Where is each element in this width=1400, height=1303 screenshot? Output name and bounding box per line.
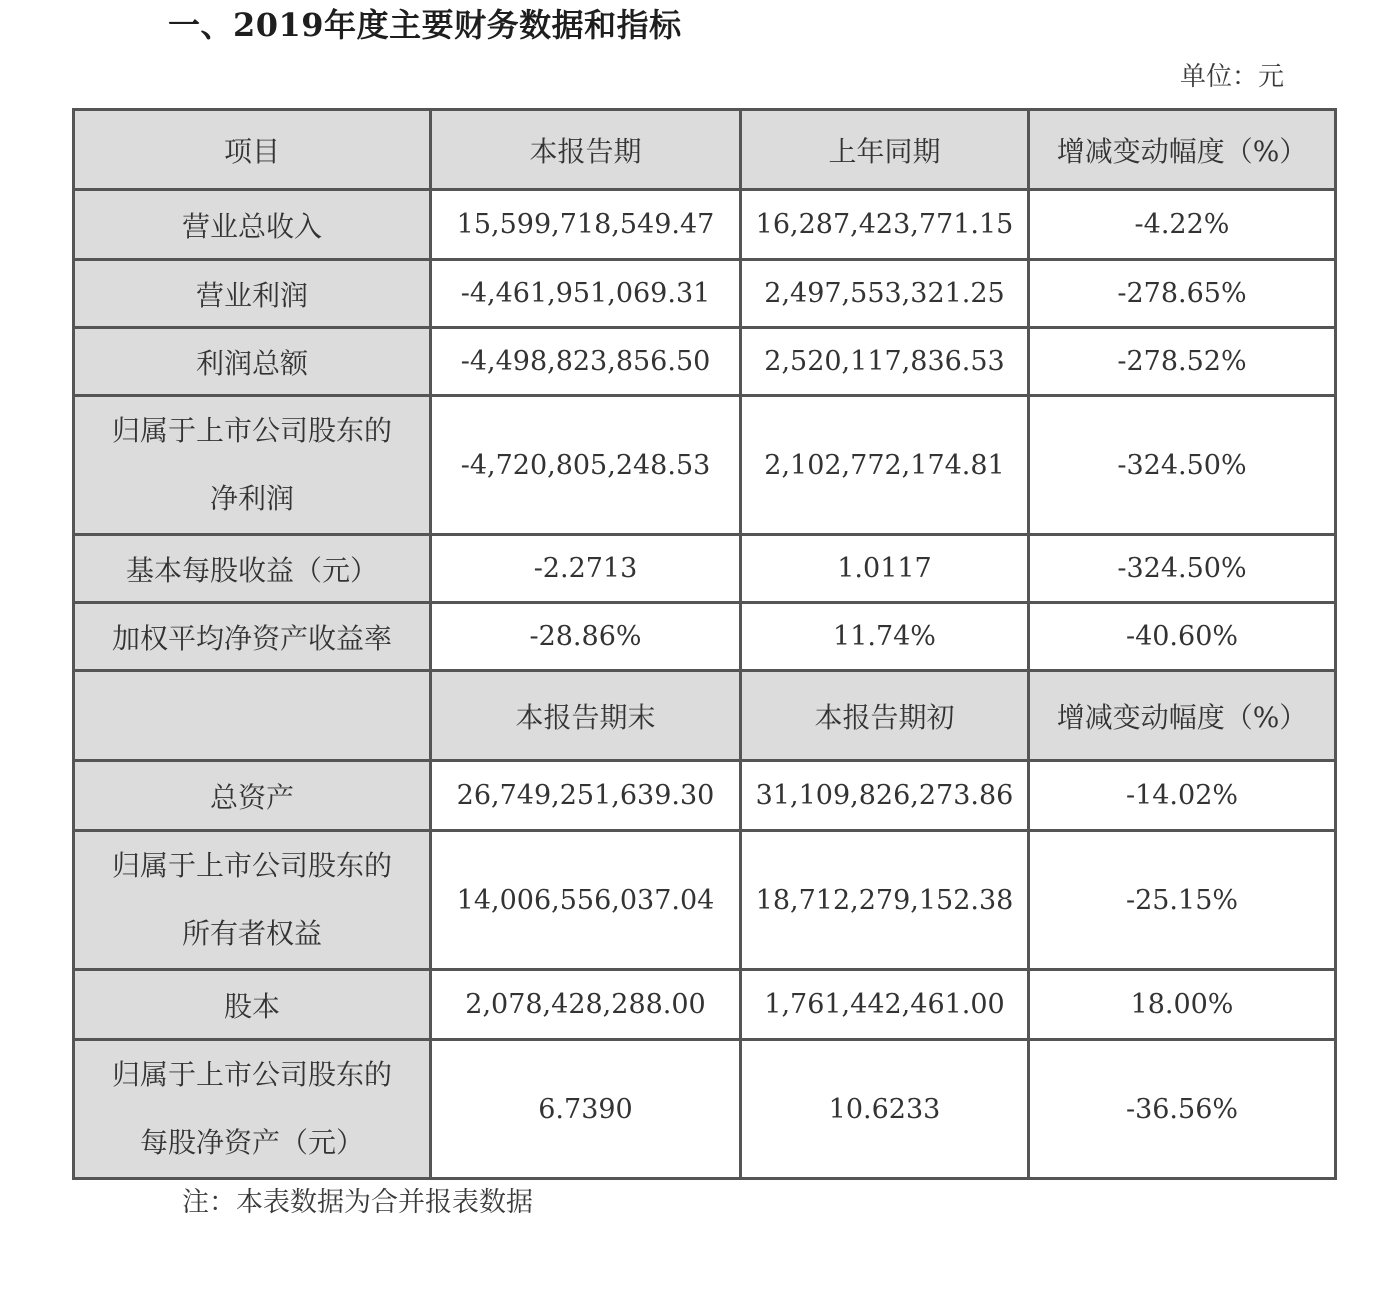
change-value: -324.50%	[1029, 396, 1336, 535]
row-label-line: 归属于上市公司股东的	[111, 414, 392, 447]
header-cell: 本报告期	[431, 110, 741, 190]
table-row	[74, 328, 1336, 396]
change-value: -324.50%	[1029, 535, 1336, 603]
row-label-line: 每股净资产（元）	[139, 1126, 364, 1159]
table-row	[74, 260, 1336, 328]
current-value: -2.2713	[431, 535, 741, 603]
table-row	[74, 970, 1336, 1040]
prior-value: 2,102,772,174.81	[741, 396, 1029, 535]
table-row	[74, 396, 1336, 535]
row-label: 股本	[74, 970, 431, 1040]
header-cell: 项目	[74, 110, 431, 190]
prior-value: 2,520,117,836.53	[741, 328, 1029, 396]
page-title: 一、2019年度主要财务数据和指标	[168, 6, 682, 44]
row-label-line: 归属于上市公司股东的	[111, 849, 392, 882]
current-value: 14,006,556,037.04	[431, 831, 741, 970]
current-value: -4,498,823,856.50	[431, 328, 741, 396]
row-label-line: 净利润	[209, 482, 294, 515]
unit-label: 单位：元	[1180, 62, 1285, 92]
current-value: -4,461,951,069.31	[431, 260, 741, 328]
change-value: -278.65%	[1029, 260, 1336, 328]
table-row	[74, 603, 1336, 671]
header-cell: 本报告期末	[431, 671, 741, 761]
header-cell: 本报告期初	[741, 671, 1029, 761]
row-label: 总资产	[74, 761, 431, 831]
row-label-line: 归属于上市公司股东的	[111, 1058, 392, 1091]
change-value: -4.22%	[1029, 190, 1336, 260]
change-value: -25.15%	[1029, 831, 1336, 970]
header-cell: 增减变动幅度（%）	[1029, 110, 1336, 190]
table-header-row	[74, 671, 1336, 761]
row-label	[74, 831, 431, 970]
row-label	[74, 1040, 431, 1179]
row-label-line: 所有者权益	[181, 917, 322, 950]
current-value: 2,078,428,288.00	[431, 970, 741, 1040]
current-value: 6.7390	[431, 1040, 741, 1179]
prior-value: 1,761,442,461.00	[741, 970, 1029, 1040]
change-value: -278.52%	[1029, 328, 1336, 396]
prior-value: 11.74%	[741, 603, 1029, 671]
table-row	[74, 1040, 1336, 1179]
change-value: -36.56%	[1029, 1040, 1336, 1179]
header-cell: 上年同期	[741, 110, 1029, 190]
table-row	[74, 831, 1336, 970]
table-row	[74, 535, 1336, 603]
table-note: 注：本表数据为合并报表数据	[182, 1187, 533, 1218]
row-label: 利润总额	[74, 328, 431, 396]
prior-value: 16,287,423,771.15	[741, 190, 1029, 260]
header-cell: 增减变动幅度（%）	[1029, 671, 1336, 761]
table-header-row	[74, 110, 1336, 190]
table-row	[74, 190, 1336, 260]
current-value: -28.86%	[431, 603, 741, 671]
prior-value: 2,497,553,321.25	[741, 260, 1029, 328]
header-cell	[74, 671, 431, 761]
table-row	[74, 761, 1336, 831]
prior-value: 1.0117	[741, 535, 1029, 603]
prior-value: 18,712,279,152.38	[741, 831, 1029, 970]
current-value: 26,749,251,639.30	[431, 761, 741, 831]
change-value: -14.02%	[1029, 761, 1336, 831]
row-label: 基本每股收益（元）	[74, 535, 431, 603]
current-value: 15,599,718,549.47	[431, 190, 741, 260]
change-value: -40.60%	[1029, 603, 1336, 671]
prior-value: 10.6233	[741, 1040, 1029, 1179]
row-label	[74, 396, 431, 535]
row-label: 加权平均净资产收益率	[74, 603, 431, 671]
financial-table	[72, 108, 1337, 1180]
row-label: 营业利润	[74, 260, 431, 328]
row-label: 营业总收入	[74, 190, 431, 260]
prior-value: 31,109,826,273.86	[741, 761, 1029, 831]
current-value: -4,720,805,248.53	[431, 396, 741, 535]
change-value: 18.00%	[1029, 970, 1336, 1040]
